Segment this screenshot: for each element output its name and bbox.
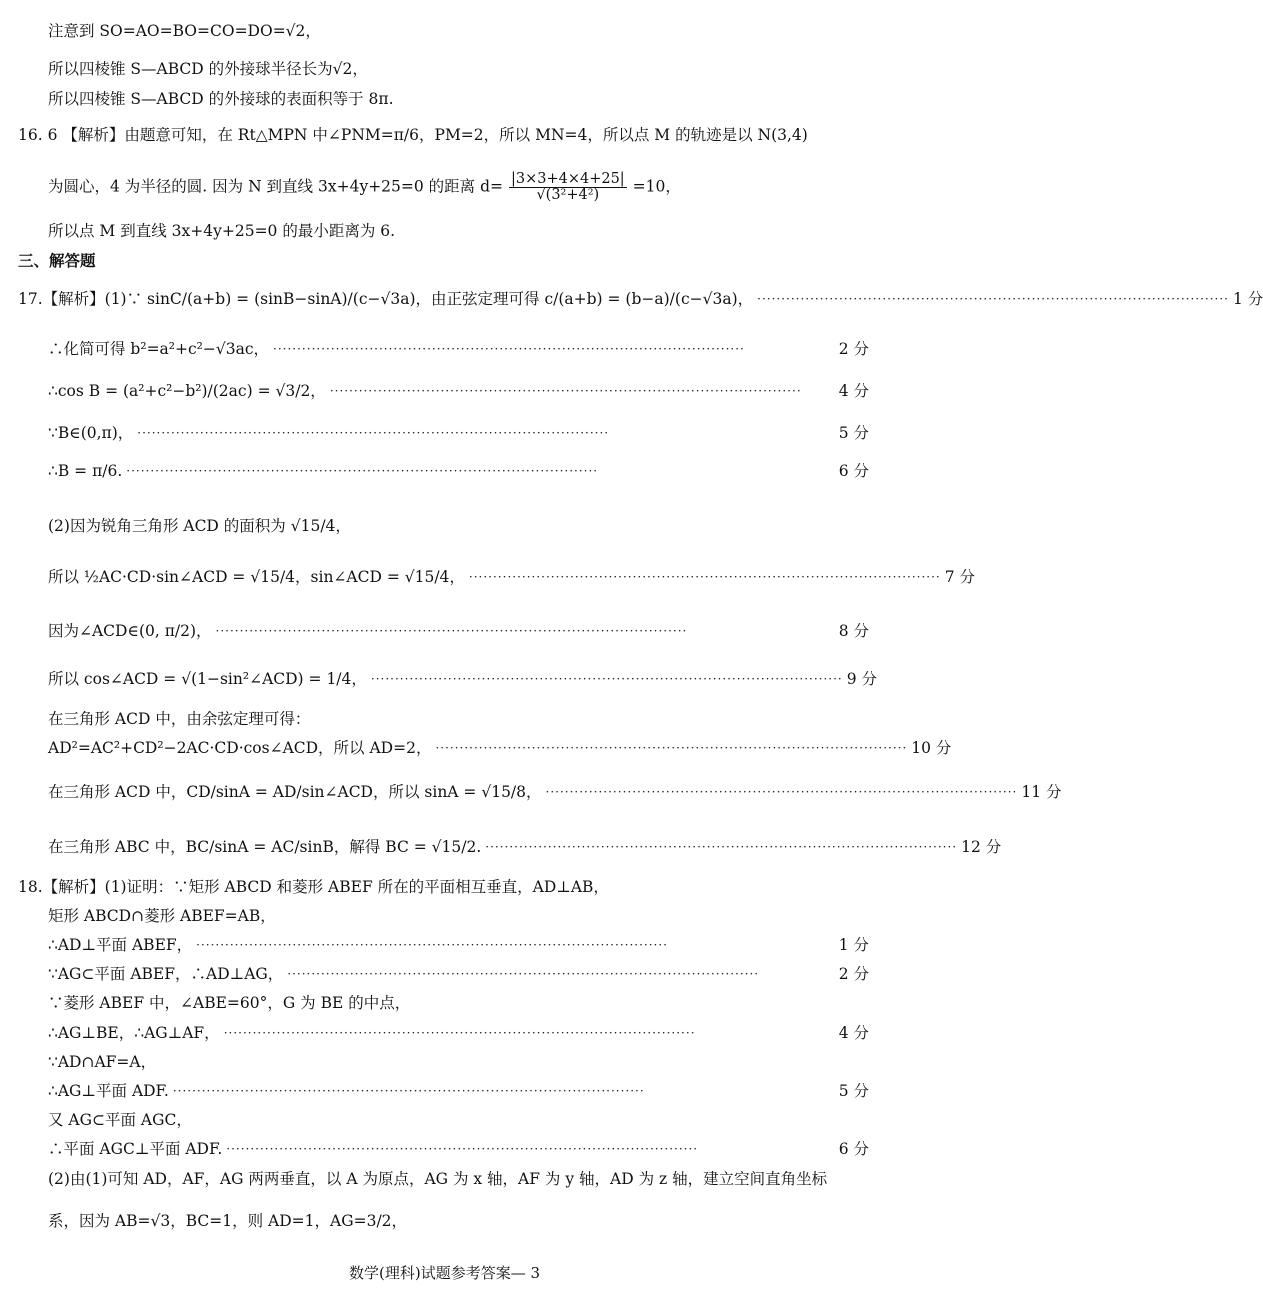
fraction-denominator: √(3²+4²) — [536, 187, 600, 204]
text-line: (2)由(1)可知 AD，AF，AG 两两垂直，以 A 为原点，AG 为 x 轴，AF 为 y 轴，AD 为 z 轴，建立空间直角坐标 — [48, 1170, 828, 1188]
step-expression: ∴AD⊥平面 ABEF， — [48, 936, 193, 954]
score-label: 2 分 — [838, 965, 869, 983]
leader-dots: ·································································································· — [435, 741, 908, 755]
q18-heading: 18.【解析】(1)证明：∵矩形 ABCD 和菱形 ABEF 所在的平面相互垂直，AD⊥AB， — [18, 878, 609, 896]
score-label: 1 分 — [1232, 290, 1263, 308]
q17-step-11 — [48, 781, 1062, 803]
q16-line-2b: =10， — [632, 177, 681, 196]
q17-step-12 — [48, 836, 1002, 858]
q18-step-2 — [48, 963, 869, 985]
step-expression: 在三角形 ACD 中，CD/sinA = AD/sin∠ACD，所以 sinA = √15/8， — [48, 783, 542, 801]
step-expression: 所以 cos∠ACD = √(1−sin²∠ACD) = 1/4， — [48, 670, 367, 688]
q17-step-3 — [48, 380, 869, 402]
score-label: 12 分 — [961, 838, 1002, 856]
step-expression: ∴平面 AGC⊥平面 ADF. — [48, 1140, 223, 1158]
leader-dots: ·································································································· — [757, 292, 1229, 306]
leader-dots: ·································································································· — [273, 342, 745, 356]
text-line: ∵菱形 ABEF 中，∠ABE=60°，G 为 BE 的中点， — [48, 994, 411, 1012]
text-line: 系，因为 AB=√3，BC=1，则 AD=1，AG=3/2， — [48, 1212, 408, 1230]
text-line: 在三角形 ACD 中，由余弦定理可得： — [48, 710, 311, 728]
step-expression: ∴AG⊥平面 ADF. — [48, 1082, 169, 1100]
q17-step-8 — [48, 620, 869, 642]
leader-dots: ·································································································· — [137, 426, 610, 440]
step-expression: ∵B∈(0,π)， — [48, 424, 134, 442]
q17-step-2 — [48, 338, 869, 360]
text-line: 所以四棱锥 S—ABCD 的外接球半径长为√2， — [48, 60, 368, 78]
leader-dots: ·································································································· — [370, 672, 843, 686]
q18-step-1 — [48, 934, 869, 956]
leader-dots: ·································································································· — [287, 967, 760, 981]
score-label: 5 分 — [838, 424, 869, 442]
step-expression: ∴cos B = (a²+c²−b²)/(2ac) = √3/2， — [48, 382, 326, 400]
leader-dots: ·································································································· — [196, 938, 668, 952]
text-line: 所以四棱锥 S—ABCD 的外接球的表面积等于 8π. — [48, 90, 394, 108]
leader-dots: ·································································································· — [223, 1026, 696, 1040]
score-label: 7 分 — [944, 568, 976, 586]
leader-dots: ·································································································· — [172, 1084, 645, 1098]
step-expression: ∴AG⊥BE，∴AG⊥AF， — [48, 1024, 220, 1042]
text-line: 注意到 SO=AO=BO=CO=DO=√2， — [48, 22, 321, 40]
q17-step-10 — [48, 737, 952, 759]
q16-line-2a: 为圆心，4 为半径的圆. 因为 N 到直线 3x+4y+25=0 的距离 d= — [48, 177, 504, 196]
score-label: 6 分 — [838, 462, 869, 480]
q17-step-9 — [48, 668, 878, 690]
step-expression: ∵AG⊂平面 ABEF，∴AD⊥AG， — [48, 965, 284, 983]
text-line: ∵AD∩AF=A， — [48, 1053, 157, 1071]
leader-dots: ·································································································· — [226, 1142, 699, 1156]
text-line: (2)因为锐角三角形 ACD 的面积为 √15/4， — [48, 517, 351, 535]
score-label: 9 分 — [846, 670, 878, 688]
score-label: 4 分 — [838, 1024, 869, 1042]
score-label: 5 分 — [838, 1082, 869, 1100]
leader-dots: ·································································································· — [215, 624, 688, 638]
step-expression: 因为∠ACD∈(0, π/2)， — [48, 622, 212, 640]
page-footer: 数学(理科)试题参考答案— 3 — [348, 1264, 541, 1282]
leader-dots: ·································································································· — [485, 840, 958, 854]
text-line: 又 AG⊂平面 AGC， — [48, 1111, 192, 1129]
q16-heading: 16. 6 【解析】由题意可知，在 Rt△MPN 中∠PNM=π/6，PM=2，所以 MN=4，所以点 M 的轨迹是以 N(3,4) — [18, 126, 808, 144]
leader-dots: ·································································································· — [545, 785, 1018, 799]
score-label: 4 分 — [838, 382, 869, 400]
q16-line-2 — [48, 172, 681, 203]
step-expression: ∴化简可得 b²=a²+c²−√3ac， — [48, 340, 270, 358]
distance-fraction — [509, 172, 627, 203]
step-expression: AD²=AC²+CD²−2AC·CD·cos∠ACD，所以 AD=2， — [48, 739, 432, 757]
step-expression: 17.【解析】(1)∵ sinC/(a+b) = (sinB−sinA)/(c−√3a)，由正弦定理可得 c/(a+b) = (b−a)/(c−√3a)， — [18, 290, 754, 308]
step-expression: 所以 ½AC·CD·sin∠ACD = √15/4，sin∠ACD = √15/4， — [48, 568, 465, 586]
fraction-numerator: |3×3+4×4+25| — [510, 171, 625, 187]
text-line: 所以点 M 到直线 3x+4y+25=0 的最小距离为 6. — [48, 222, 396, 240]
q17-step-4 — [48, 422, 869, 444]
score-label: 6 分 — [838, 1140, 869, 1158]
score-label: 1 分 — [838, 936, 869, 954]
score-label: 2 分 — [838, 340, 869, 358]
step-expression: 在三角形 ABC 中，BC/sinA = AC/sinB，解得 BC = √15/2. — [48, 838, 482, 856]
q18-step-4 — [48, 1022, 869, 1044]
leader-dots: ·································································································· — [329, 384, 802, 398]
score-label: 8 分 — [838, 622, 869, 640]
q17-step-1 — [18, 288, 1263, 310]
section-heading: 三、解答题 — [18, 252, 96, 270]
q17-step-5 — [48, 460, 869, 482]
score-label: 11 分 — [1021, 783, 1062, 801]
q17-step-7 — [48, 566, 976, 588]
text-line: 矩形 ABCD∩菱形 ABEF=AB， — [48, 907, 276, 925]
score-label: 10 分 — [911, 739, 952, 757]
q18-step-5 — [48, 1080, 869, 1102]
leader-dots: ·································································································· — [126, 464, 599, 478]
leader-dots: ·································································································· — [468, 570, 941, 584]
step-expression: ∴B = π/6. — [48, 462, 123, 480]
q18-step-6 — [48, 1138, 869, 1160]
